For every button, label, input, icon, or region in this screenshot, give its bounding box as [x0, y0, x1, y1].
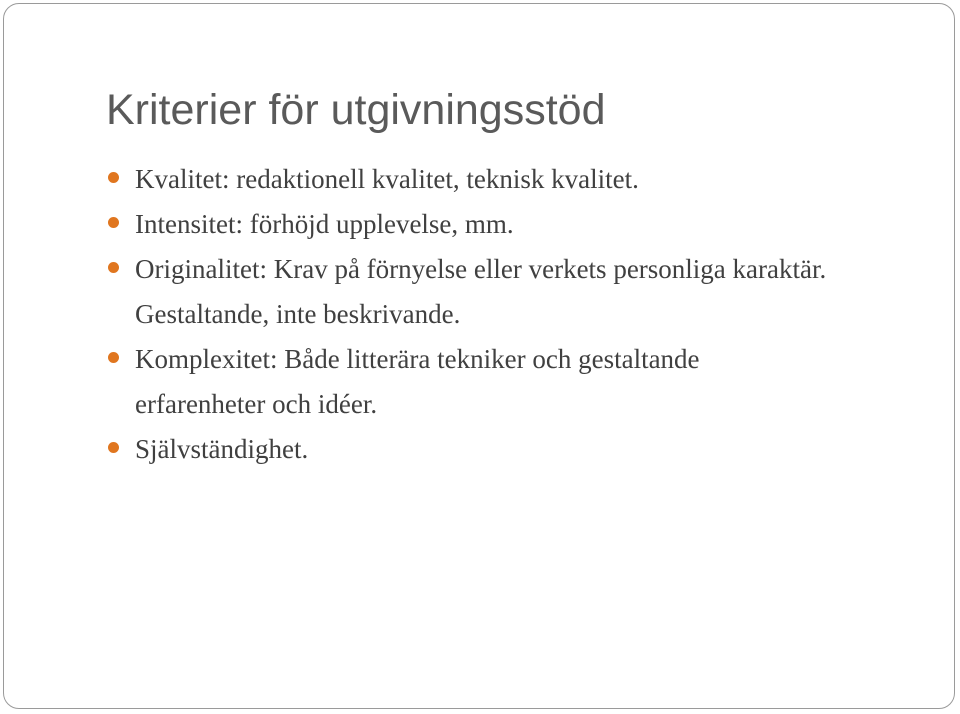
bullet-text: Originalitet: Krav på förnyelse eller verkets personliga karaktär. Gestaltande, inte beskrivande.	[135, 254, 827, 329]
bullet-item-intensitet	[108, 202, 828, 247]
bullet-dot-icon	[108, 352, 119, 363]
bullet-dot-icon	[108, 172, 119, 183]
bullet-item-kvalitet	[108, 157, 828, 202]
bullet-item-komplexitet	[108, 337, 828, 427]
bullet-dot-icon	[108, 262, 119, 273]
slide	[3, 3, 955, 709]
bullet-list	[108, 157, 828, 472]
bullet-dot-icon	[108, 217, 119, 228]
bullet-item-originalitet	[108, 247, 828, 337]
bullet-text: Självständighet.	[135, 434, 309, 464]
bullet-dot-icon	[108, 442, 119, 453]
bullet-text: Intensitet: förhöjd upplevelse, mm.	[135, 209, 514, 239]
bullet-text: Kvalitet: redaktionell kvalitet, teknisk kvalitet.	[135, 164, 639, 194]
slide-title: Kriterier för utgivningsstöd	[106, 86, 606, 134]
bullet-text: Komplexitet: Både litterära tekniker och gestaltande erfarenheter och idéer.	[135, 344, 700, 419]
bullet-item-sjalvstandighet	[108, 427, 828, 472]
